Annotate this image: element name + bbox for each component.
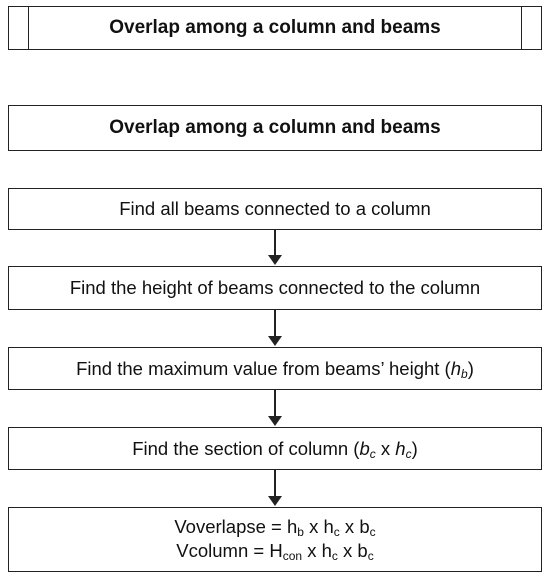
step-4-text: Find the section of column ($b_c$ x $h_c$) — [132, 437, 418, 461]
formula-line-2: Vcolumn = $H_{con}$ x $h_c$ x $b_c$ — [176, 539, 374, 563]
step-2-text: Find the height of beams connected to the column — [69, 277, 481, 298]
step-4-box — [8, 427, 542, 470]
step-2-box — [8, 266, 542, 310]
predef-right-bar — [521, 7, 522, 49]
formula-line-1: Voverlapse = $h_b$ x $h_c$ x $b_c$ — [174, 515, 376, 539]
flowchart-title: Overlap among a column and beams — [109, 117, 441, 138]
step-1-text: Find all beams connected to a column — [119, 198, 431, 219]
step-3-box — [8, 347, 542, 390]
flowchart-title-box — [8, 105, 542, 151]
step-1-box — [8, 188, 542, 230]
formula-box — [8, 507, 542, 572]
header-title: Overlap among a column and beams — [109, 17, 441, 38]
predef-left-bar — [28, 7, 29, 49]
header-predefined-process-box — [8, 6, 542, 50]
step-3-text: Find the maximum value from beams’ height $(h_b)$ — [76, 357, 474, 381]
